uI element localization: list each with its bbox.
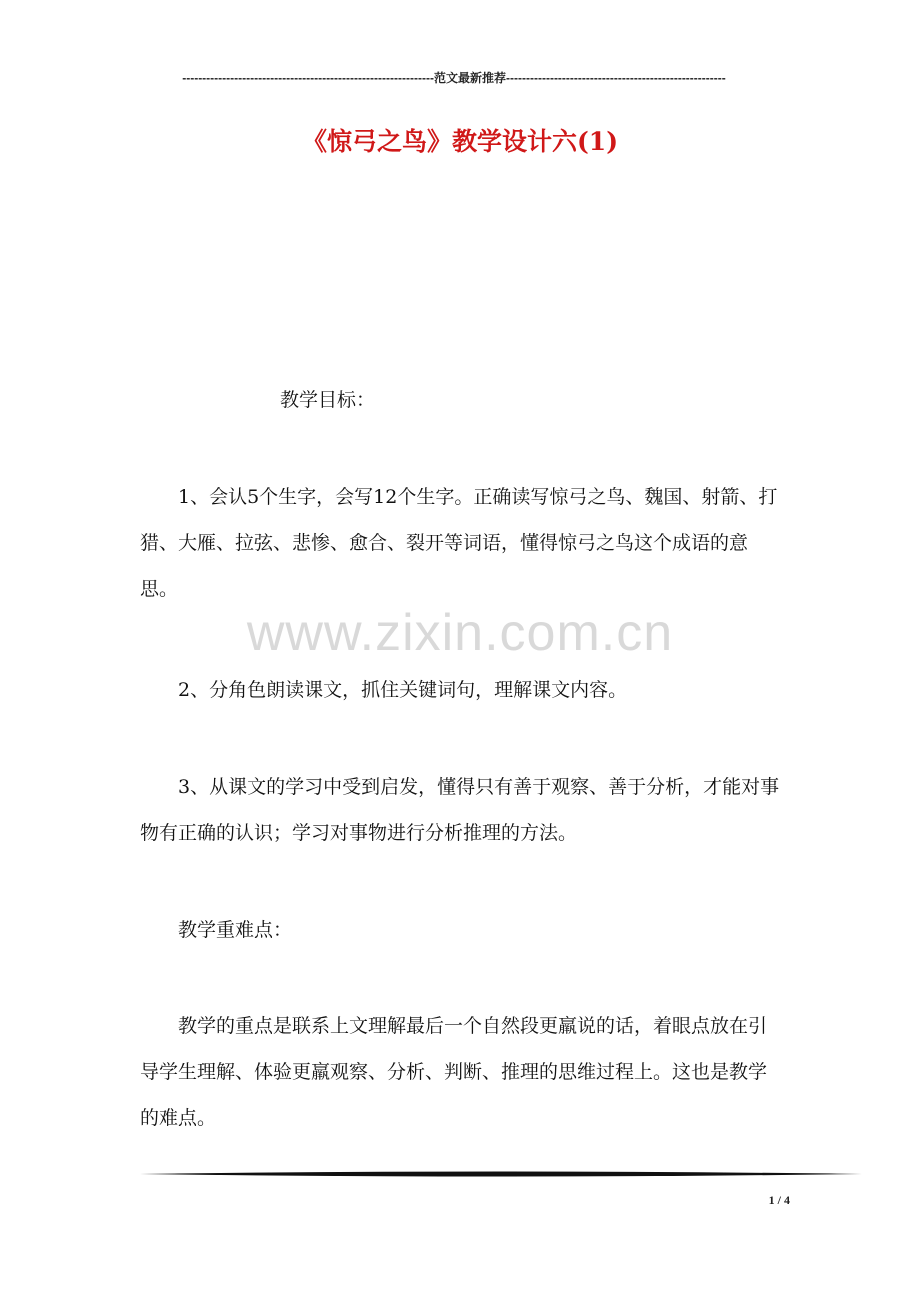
focus-heading: 教学重难点： xyxy=(178,919,293,941)
page-indicator: 1 / 4 xyxy=(768,1193,790,1207)
goal-1-paragraph: 1、会认5个生字，会写12个生字。正确读写惊弓之鸟、魏国、射箭、打猎、大雁、拉弦、悲惨、愈合、裂开等词语，懂得惊弓之鸟这个成语的意思。 xyxy=(140,486,778,600)
focus-paragraph: 教学的重点是联系上文理解最后一个自然段更羸说的话，着眼点放在引导学生理解、体验更羸观察、分析、判断、推理的思维过程上。这也是教学的难点。 xyxy=(140,1015,768,1129)
document-title: 《惊弓之鸟》教学设计六(1) xyxy=(301,127,619,156)
goal-3-paragraph: 3、从课文的学习中受到启发，懂得只有善于观察、善于分析，才能对事物有正确的认识；学习对事物进行分析推理的方法。 xyxy=(140,776,780,844)
goal-2-paragraph: 2、分角色朗读课文，抓住关键词句，理解课文内容。 xyxy=(178,679,628,701)
header-dashes-right: ------------------------------------------------------- xyxy=(505,71,726,85)
goals-heading: 教学目标： xyxy=(280,389,376,411)
header-dashes-left: --------------------------------------------------------------- xyxy=(182,71,434,85)
watermark: www.zixin.com.cn xyxy=(246,604,674,662)
header-label: 范文最新推荐 xyxy=(433,71,506,85)
page-header xyxy=(140,69,768,86)
footer-rule xyxy=(140,1170,862,1178)
